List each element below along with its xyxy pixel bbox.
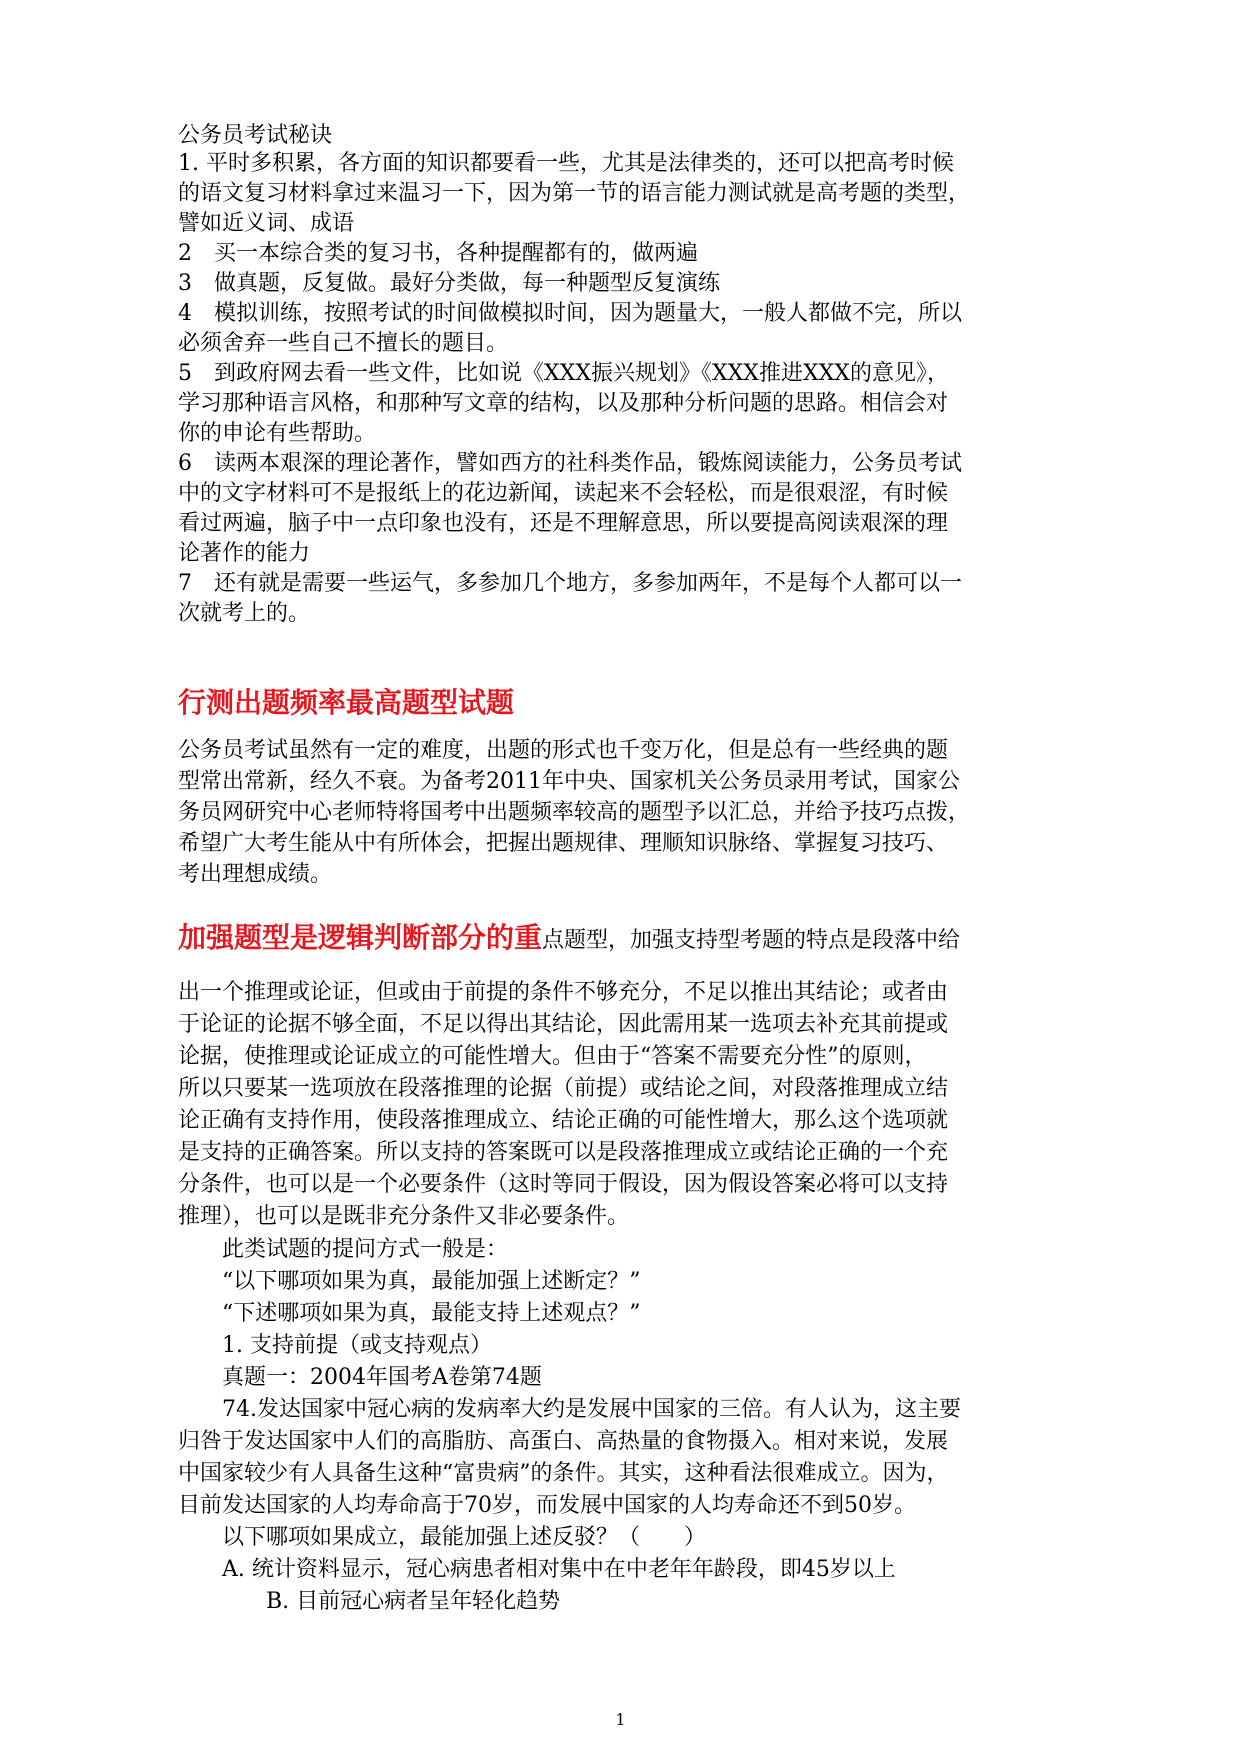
body-line: 真题一：2004年国考A卷第74题 [178, 1365, 542, 1390]
body-line: 型常出常新，经久不衰。为备考2011年中央、国家机关公务员录用考试，国家公 [178, 769, 960, 794]
section2-first-line [178, 920, 960, 960]
body-line: 推理），也可以是既非充分条件又非必要条件。 [178, 1204, 630, 1229]
body-line: 考出理想成绩。 [178, 862, 333, 887]
body-line: 分条件，也可以是一个必要条件（这时等同于假设，因为假设答案必将可以支持 [178, 1172, 949, 1197]
tips-line: 譬如近义词、成语 [178, 211, 355, 236]
body-line: 归咎于发达国家中人们的高脂肪、高蛋白、高热量的食物摄入。相对来说，发展 [178, 1429, 949, 1454]
body-line: “下述哪项如果为真，最能支持上述观点？” [178, 1301, 641, 1326]
body-line: 中国家较少有人具备生这种“富贵病”的条件。其实，这种看法很难成立。因为， [178, 1461, 949, 1486]
body-line: 以下哪项如果成立，最能加强上述反驳？（ ） [178, 1525, 707, 1550]
tips-line: 中的文字材料可不是报纸上的花边新闻，读起来不会轻松，而是很艰涩，有时候 [178, 481, 949, 506]
body-line: 于论证的论据不够全面，不足以得出其结论，因此需用某一选项去补充其前提或 [178, 1012, 949, 1037]
body-line: 公务员考试虽然有一定的难度，出题的形式也千变万化，但是总有一些经典的题 [178, 738, 949, 763]
body-line: 论据，使推理或论证成立的可能性增大。但由于“答案不需要充分性”的原则， [178, 1044, 927, 1069]
tips-title: 公务员考试秘诀 [178, 123, 333, 148]
body-line: 出一个推理或论证，但或由于前提的条件不够充分，不足以推出其结论；或者由 [178, 980, 949, 1005]
tips-line: 1. 平时多积累，各方面的知识都要看一些，尤其是法律类的，还可以把高考时候 [178, 151, 954, 176]
body-line: 74.发达国家中冠心病的发病率大约是发展中国家的三倍。有人认为，这主要 [178, 1397, 961, 1422]
body-line: 目前发达国家的人均寿命高于70岁，而发展中国家的人均寿命还不到50岁。 [178, 1493, 916, 1518]
body-text: 点题型，加强支持型考题的特点是段落中给 [542, 928, 961, 953]
answer-option-a: A. 统计资料显示，冠心病患者相对集中在中老年年龄段，即45岁以上 [178, 1557, 896, 1582]
tips-line: 2 买一本综合类的复习书，各种提醒都有的，做两遍 [178, 241, 698, 266]
tips-line: 的语文复习材料拿过来温习一下，因为第一节的语言能力测试就是高考题的类型， [178, 181, 971, 206]
tips-line: 论著作的能力 [178, 541, 311, 566]
tips-line: 7 还有就是需要一些运气，多参加几个地方，多参加两年，不是每个人都可以一 [178, 571, 962, 596]
body-line: 务员网研究中心老师特将国考中出题频率较高的题型予以汇总，并给予技巧点拨， [178, 800, 971, 825]
answer-option-b: B. 目前冠心病者呈年轻化趋势 [178, 1589, 561, 1614]
tips-line: 5 到政府网去看一些文件，比如说《XXX振兴规划》《XXX推进XXX的意见》， [178, 361, 949, 386]
tips-line: 你的申论有些帮助。 [178, 421, 377, 446]
tips-line: 次就考上的。 [178, 601, 311, 626]
tips-line: 学习那种语言风格，和那种写文章的结构，以及那种分析问题的思路。相信会对 [178, 391, 949, 416]
body-line: “以下哪项如果为真，最能加强上述断定？” [178, 1269, 641, 1294]
page-number: 1 [615, 1710, 626, 1729]
body-line: 所以只要某一选项放在段落推理的论据（前提）或结论之间，对段落推理成立结 [178, 1076, 949, 1101]
section-heading: 加强题型是逻辑判断部分的重 [178, 921, 543, 954]
tips-line: 必须舍弃一些自己不擅长的题目。 [178, 331, 509, 356]
tips-line: 看过两遍，脑子中一点印象也没有，还是不理解意思，所以要提高阅读艰深的理 [178, 511, 949, 536]
tips-line: 3 做真题，反复做。最好分类做，每一种题型反复演练 [178, 271, 720, 296]
body-line: 论正确有支持作用，使段落推理成立、结论正确的可能性增大，那么这个选项就 [178, 1108, 949, 1133]
body-line: 希望广大考生能从中有所体会，把握出题规律、理顺知识脉络、掌握复习技巧、 [178, 831, 949, 856]
tips-line: 4 模拟训练，按照考试的时间做模拟时间，因为题量大，一般人都做不完，所以 [178, 301, 962, 326]
section-heading: 行测出题频率最高题型试题 [178, 686, 515, 719]
body-line: 1. 支持前提（或支持观点） [178, 1333, 492, 1358]
body-line: 是支持的正确答案。所以支持的答案既可以是段落推理成立或结论正确的一个充 [178, 1140, 949, 1165]
tips-line: 6 读两本艰深的理论著作，譬如西方的社科类作品，锻炼阅读能力，公务员考试 [178, 451, 962, 476]
body-line: 此类试题的提问方式一般是： [178, 1237, 509, 1262]
